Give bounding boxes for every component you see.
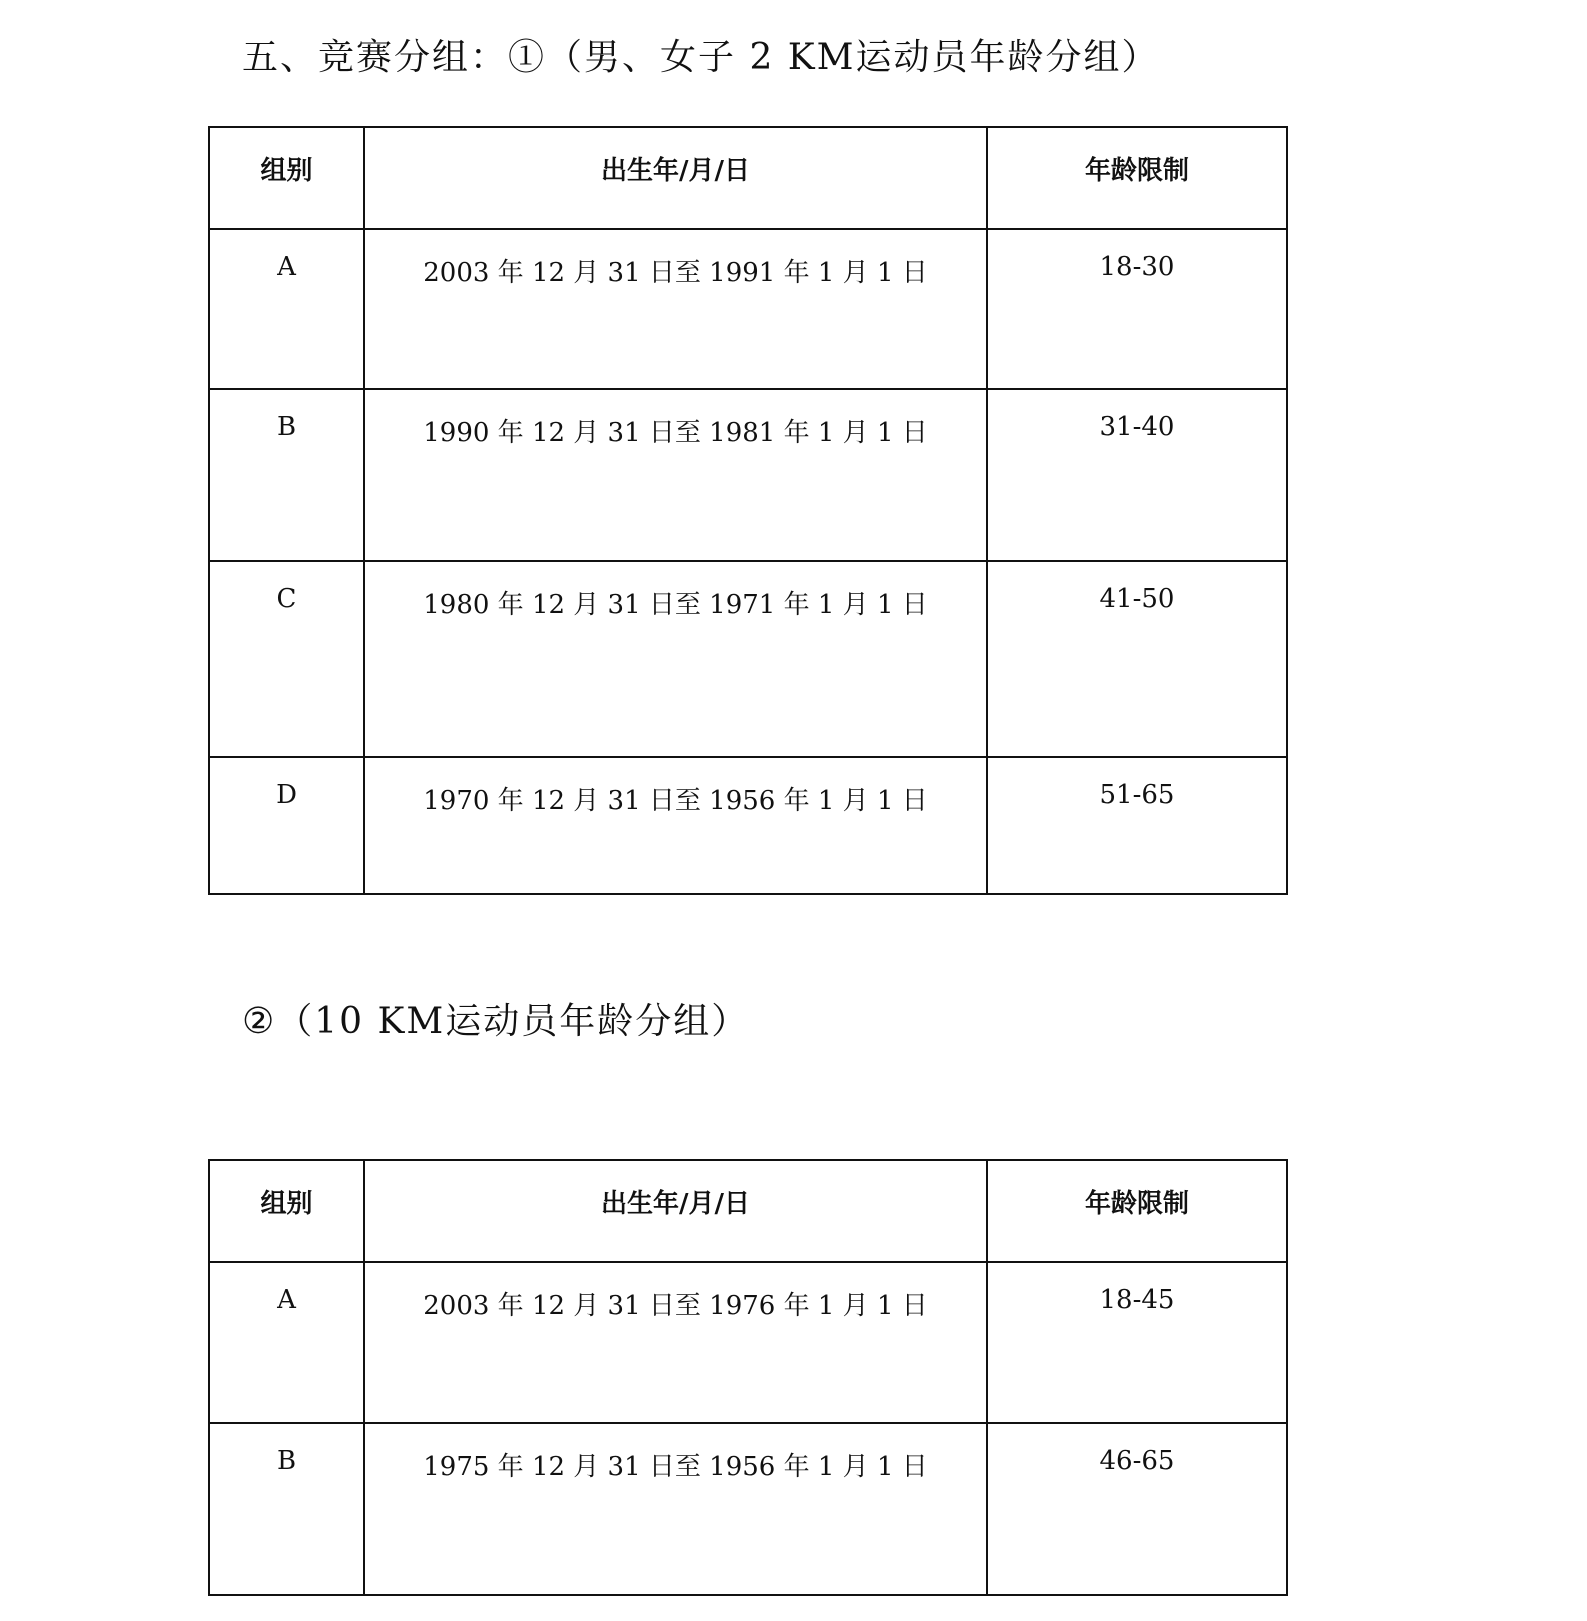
group-cell: B bbox=[209, 389, 364, 561]
group-cell: C bbox=[209, 561, 364, 757]
age-limit-cell: 18-45 bbox=[987, 1262, 1287, 1423]
table-header-row bbox=[209, 127, 1287, 229]
section2-heading: ②（10 KM运动员年龄分组） bbox=[242, 1001, 750, 1042]
age-group-table-2km bbox=[208, 126, 1288, 895]
table-row bbox=[209, 389, 1287, 561]
age-limit-cell: 18-30 bbox=[987, 229, 1287, 389]
section1-heading: 五、竞赛分组：①（男、女子 2 KM运动员年龄分组） bbox=[242, 37, 1160, 78]
birthdate-cell: 1990 年 12 月 31 日至 1981 年 1 月 1 日 bbox=[364, 389, 987, 561]
table-row bbox=[209, 561, 1287, 757]
birthdate-cell: 2003 年 12 月 31 日至 1976 年 1 月 1 日 bbox=[364, 1262, 987, 1423]
age-limit-cell: 46-65 bbox=[987, 1423, 1287, 1595]
age-limit-cell: 41-50 bbox=[987, 561, 1287, 757]
header-group: 组别 bbox=[209, 127, 364, 229]
group-cell: A bbox=[209, 229, 364, 389]
age-limit-cell: 51-65 bbox=[987, 757, 1287, 894]
group-cell: B bbox=[209, 1423, 364, 1595]
header-age-limit: 年龄限制 bbox=[987, 1160, 1287, 1262]
header-birthdate: 出生年/月/日 bbox=[364, 1160, 987, 1262]
age-limit-cell: 31-40 bbox=[987, 389, 1287, 561]
birthdate-cell: 1980 年 12 月 31 日至 1971 年 1 月 1 日 bbox=[364, 561, 987, 757]
table-row bbox=[209, 1423, 1287, 1595]
birthdate-cell: 1970 年 12 月 31 日至 1956 年 1 月 1 日 bbox=[364, 757, 987, 894]
table-row bbox=[209, 1262, 1287, 1423]
table-row bbox=[209, 229, 1287, 389]
header-group: 组别 bbox=[209, 1160, 364, 1262]
table-header-row bbox=[209, 1160, 1287, 1262]
group-cell: A bbox=[209, 1262, 364, 1423]
header-birthdate: 出生年/月/日 bbox=[364, 127, 987, 229]
birthdate-cell: 1975 年 12 月 31 日至 1956 年 1 月 1 日 bbox=[364, 1423, 987, 1595]
birthdate-cell: 2003 年 12 月 31 日至 1991 年 1 月 1 日 bbox=[364, 229, 987, 389]
age-group-table-10km bbox=[208, 1159, 1288, 1596]
header-age-limit: 年龄限制 bbox=[987, 127, 1287, 229]
table-row bbox=[209, 757, 1287, 894]
group-cell: D bbox=[209, 757, 364, 894]
